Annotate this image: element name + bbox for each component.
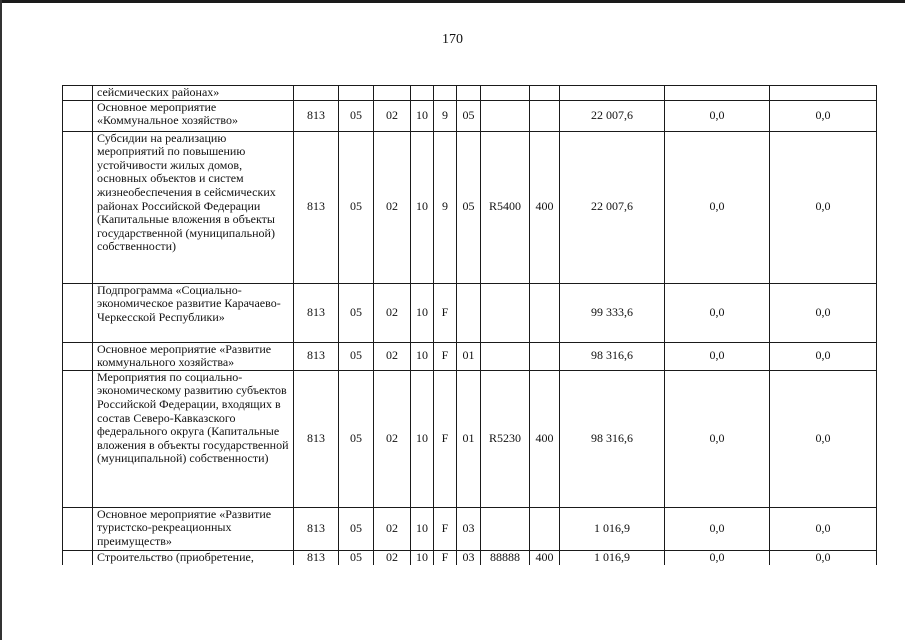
expense-type-cell: 400	[530, 370, 560, 507]
ministry-code-cell: 813	[294, 342, 339, 370]
subprogram-code-cell: F	[434, 283, 457, 342]
amount-year-3-cell: 0,0	[770, 100, 877, 131]
budget-item-name: Субсидии на реализацию мероприятий по повышению устойчивости жилых домов, основных объектов и систем жизнеобеспечения в сейсмических районах Российской Федерации (Капитальные вложения в объекты государственной (муниципальной) собственности)	[93, 131, 294, 283]
section-code-cell	[339, 86, 374, 101]
table-row	[63, 550, 877, 565]
table-row	[63, 507, 877, 550]
expense-direction-cell: R5400	[481, 131, 530, 283]
ministry-code-cell	[294, 86, 339, 101]
amount-year-1-cell: 1 016,9	[560, 507, 665, 550]
amount-year-3-cell: 0,0	[770, 507, 877, 550]
program-code-cell: 10	[411, 342, 434, 370]
budget-item-name: Основное мероприятие «Коммунальное хозяйство»	[93, 100, 294, 131]
budget-table	[62, 85, 877, 565]
event-code-cell	[457, 86, 481, 101]
event-code-cell: 01	[457, 342, 481, 370]
expense-type-cell	[530, 342, 560, 370]
amount-year-3-cell	[770, 86, 877, 101]
amount-year-1-cell: 22 007,6	[560, 100, 665, 131]
expense-direction-cell	[481, 283, 530, 342]
subprogram-code-cell: 9	[434, 131, 457, 283]
amount-year-2-cell: 0,0	[665, 370, 770, 507]
budget-item-name: Строительство (приобретение,	[93, 550, 294, 565]
table-body	[63, 86, 877, 566]
scan-border-top	[0, 0, 905, 3]
section-code-cell: 05	[339, 342, 374, 370]
program-code-cell: 10	[411, 550, 434, 565]
expense-direction-cell	[481, 507, 530, 550]
budget-item-name: Основное мероприятие «Развитие туристско-рекреационных преимуществ»	[93, 507, 294, 550]
amount-year-3-cell: 0,0	[770, 131, 877, 283]
subsection-code-cell: 02	[374, 370, 411, 507]
subsection-code-cell: 02	[374, 507, 411, 550]
amount-year-3-cell: 0,0	[770, 550, 877, 565]
budget-item-name: Мероприятия по социально-экономическому развитию субъектов Российской Федерации, входящих в состав Северо-Кавказского федерального округа (Капитальные вложения в объекты государственной (муниципальной) собственности)	[93, 370, 294, 507]
amount-year-2-cell	[665, 86, 770, 101]
event-code-cell: 03	[457, 550, 481, 565]
table-row	[63, 100, 877, 131]
ministry-code-cell: 813	[294, 100, 339, 131]
amount-year-3-cell: 0,0	[770, 342, 877, 370]
amount-year-3-cell: 0,0	[770, 283, 877, 342]
section-code-cell: 05	[339, 283, 374, 342]
row-number-cell	[63, 131, 93, 283]
section-code-cell: 05	[339, 131, 374, 283]
amount-year-2-cell: 0,0	[665, 131, 770, 283]
expense-type-cell: 400	[530, 550, 560, 565]
row-number-cell	[63, 507, 93, 550]
section-code-cell: 05	[339, 550, 374, 565]
expense-type-cell	[530, 86, 560, 101]
amount-year-2-cell: 0,0	[665, 550, 770, 565]
table-row	[63, 86, 877, 101]
budget-item-name: Подпрограмма «Социально-экономическое развитие Карачаево-Черкесской Республики»	[93, 283, 294, 342]
amount-year-1-cell: 99 333,6	[560, 283, 665, 342]
ministry-code-cell: 813	[294, 283, 339, 342]
amount-year-2-cell: 0,0	[665, 283, 770, 342]
event-code-cell: 05	[457, 100, 481, 131]
expense-direction-cell: R5230	[481, 370, 530, 507]
program-code-cell: 10	[411, 131, 434, 283]
subprogram-code-cell: F	[434, 342, 457, 370]
subprogram-code-cell: F	[434, 370, 457, 507]
subsection-code-cell: 02	[374, 283, 411, 342]
ministry-code-cell: 813	[294, 550, 339, 565]
row-number-cell	[63, 370, 93, 507]
amount-year-1-cell: 1 016,9	[560, 550, 665, 565]
budget-item-name: Основное мероприятие «Развитие коммунального хозяйства»	[93, 342, 294, 370]
expense-direction-cell: 88888	[481, 550, 530, 565]
subprogram-code-cell: F	[434, 550, 457, 565]
expense-direction-cell	[481, 100, 530, 131]
amount-year-2-cell: 0,0	[665, 507, 770, 550]
table-row	[63, 283, 877, 342]
program-code-cell: 10	[411, 100, 434, 131]
subsection-code-cell: 02	[374, 550, 411, 565]
ministry-code-cell: 813	[294, 370, 339, 507]
amount-year-2-cell: 0,0	[665, 342, 770, 370]
table-row	[63, 342, 877, 370]
row-number-cell	[63, 342, 93, 370]
expense-type-cell	[530, 283, 560, 342]
event-code-cell: 03	[457, 507, 481, 550]
expense-direction-cell	[481, 342, 530, 370]
row-number-cell	[63, 283, 93, 342]
event-code-cell	[457, 283, 481, 342]
program-code-cell: 10	[411, 283, 434, 342]
amount-year-2-cell: 0,0	[665, 100, 770, 131]
section-code-cell: 05	[339, 370, 374, 507]
event-code-cell: 01	[457, 370, 481, 507]
expense-type-cell: 400	[530, 131, 560, 283]
amount-year-1-cell	[560, 86, 665, 101]
event-code-cell: 05	[457, 131, 481, 283]
ministry-code-cell: 813	[294, 507, 339, 550]
table-row	[63, 131, 877, 283]
ministry-code-cell: 813	[294, 131, 339, 283]
subsection-code-cell: 02	[374, 342, 411, 370]
subprogram-code-cell: 9	[434, 100, 457, 131]
row-number-cell	[63, 550, 93, 565]
program-code-cell	[411, 86, 434, 101]
table-row	[63, 370, 877, 507]
amount-year-1-cell: 98 316,6	[560, 370, 665, 507]
page-number: 170	[442, 32, 463, 47]
row-number-cell	[63, 86, 93, 101]
expense-type-cell	[530, 507, 560, 550]
amount-year-1-cell: 22 007,6	[560, 131, 665, 283]
scan-border-left	[0, 0, 2, 640]
subsection-code-cell	[374, 86, 411, 101]
row-number-cell	[63, 100, 93, 131]
amount-year-3-cell: 0,0	[770, 370, 877, 507]
section-code-cell: 05	[339, 507, 374, 550]
expense-direction-cell	[481, 86, 530, 101]
expense-type-cell	[530, 100, 560, 131]
program-code-cell: 10	[411, 507, 434, 550]
subprogram-code-cell	[434, 86, 457, 101]
program-code-cell: 10	[411, 370, 434, 507]
section-code-cell: 05	[339, 100, 374, 131]
subsection-code-cell: 02	[374, 131, 411, 283]
subsection-code-cell: 02	[374, 100, 411, 131]
amount-year-1-cell: 98 316,6	[560, 342, 665, 370]
subprogram-code-cell: F	[434, 507, 457, 550]
budget-item-name: сейсмических районах»	[93, 86, 294, 101]
